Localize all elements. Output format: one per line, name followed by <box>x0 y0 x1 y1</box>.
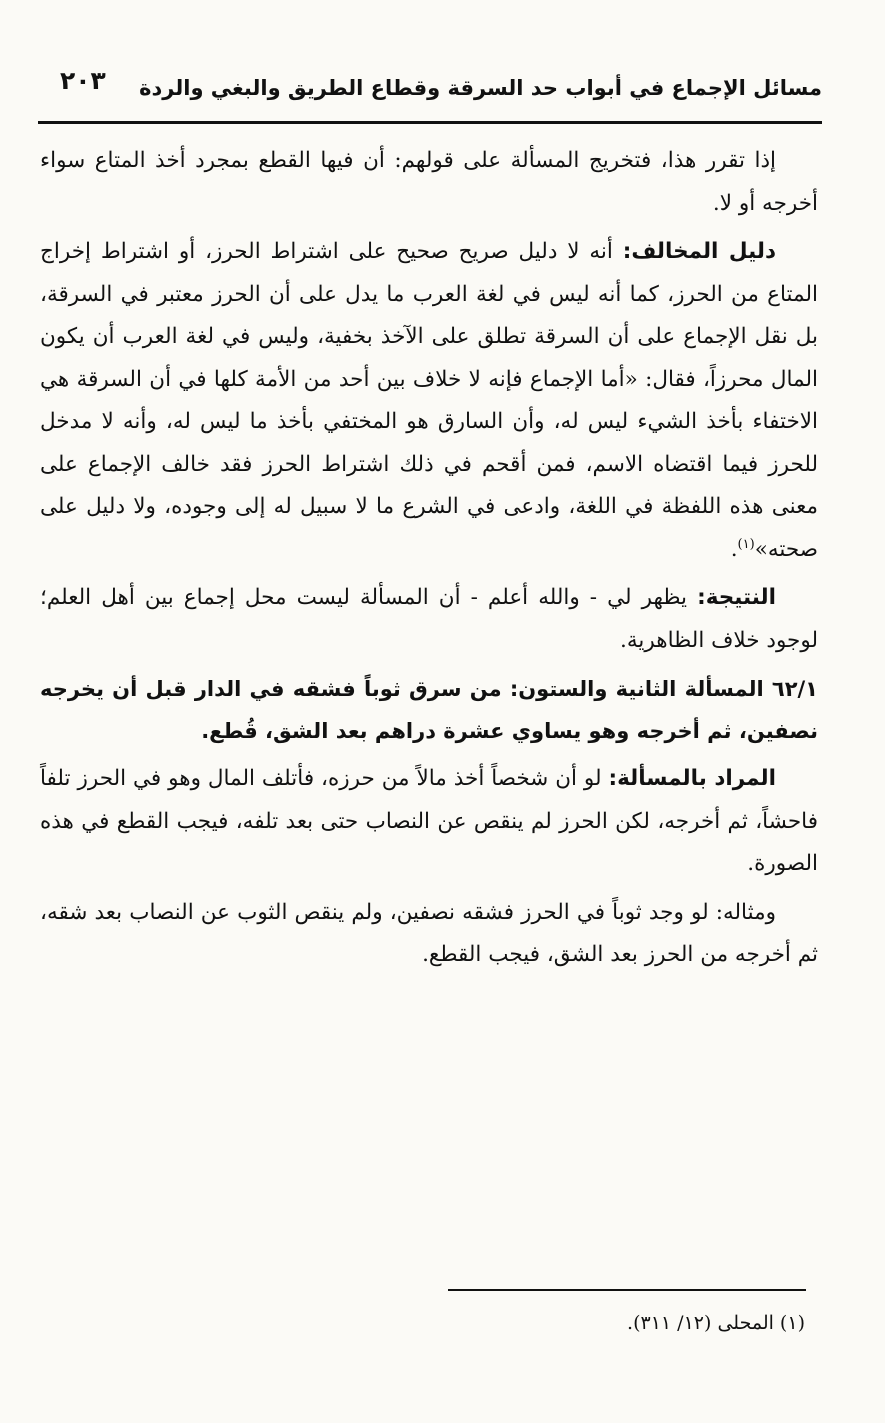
page-number: ٢٠٣ <box>60 66 106 95</box>
footnote: (١) المحلى (١٢/ ٣١١). <box>627 1312 805 1334</box>
paragraph-text: إذا تقرر هذا، فتخريج المسألة على قولهم: أن فيها القطع بمجرد أخذ المتاع سواء أخرجه أو لا. <box>40 148 818 216</box>
paragraph-text: ومثاله: لو وجد ثوباً في الحرز فشقه نصفين، ولم ينقص الثوب عن النصاب بعد شقه، ثم أخرجه من الحرز بعد الشق، فيجب القطع. <box>40 899 818 967</box>
footnote-rule <box>448 1289 806 1291</box>
paragraph-opponent-evidence: دليل المخالف: أنه لا دليل صريح صحيح على اشتراط الحرز، أو اشتراط إخراج المتاع من الحرز، كما أنه ليس في لغة العرب ما يدل على أن الحرز معتبر في السرقة، بل نقل الإجماع على أن السرقة تطلق على الآخذ بخفية، وليس في لغة العرب أن يكون المال محرزاً، فقال: «أما الإجماع فإنه لا خلاف بين أحد من الأمة كلها في أن السرقة هي الاختفاء بأخذ الشيء ليس له، وأن السارق هو المختفي بأخذ ما ليس له، وأنه لا مدخل للحرز فيما اقتضاه الاسم، فمن أقحم في ذلك اشتراط الحرز فقد خالف الإجماع على معنى هذه اللفظة في اللغة، وادعى في الشرع ما لا سبيل له إلى وجوده، ولا دليل على صحته»$^{(١)}$. <box>40 239 818 562</box>
paragraph-heading: المراد بالمسألة: <box>608 766 776 791</box>
header-rule <box>38 121 822 124</box>
issue-statement: ٦٢/١ المسألة الثانية والستون: من سرق ثوباً فشقه في الدار قبل أن يخرجه نصفين، ثم أخرجه وهو يساوي عشرة دراهم بعد الشق، قُطع. <box>40 677 818 743</box>
paragraph-result <box>40 577 818 662</box>
paragraph-heading: النتيجة: <box>697 585 776 610</box>
paragraph-text: يظهر لي - والله أعلم - أن المسألة ليست محل إجماع بين أهل العلم؛ لوجود خلاف الظاهرية. <box>40 585 818 653</box>
paragraph-example <box>40 892 818 977</box>
paragraph-meaning <box>40 758 818 886</box>
paragraph-text: أنه لا دليل صريح صحيح على اشتراط الحرز، أو اشتراط إخراج المتاع من الحرز، كما أنه ليس في لغة العرب ما يدل على أن الحرز معتبر في السرقة، بل نقل الإجماع على أن السرقة تطلق على الآخذ بخفية، وليس في لغة العرب أن يكون المال محرزاً، فقال: «أما الإجماع فإنه لا خلاف بين أحد من الأمة كلها في أن السرقة هي الاختفاء بأخذ الشيء ليس له، وأن السارق هو المختفي بأخذ ما ليس له، وأنه لا مدخل للحرز فيما اقتضاه الاسم، فمن أقحم في ذلك اشتراط الحرز فقد خالف الإجماع على معنى هذه اللفظة في اللغة، وادعى في الشرع ما لا سبيل له إلى وجوده، ولا دليل على صحته» <box>40 239 818 562</box>
paragraph-heading: دليل المخالف: <box>622 239 776 264</box>
paragraph-text: لو أن شخصاً أخذ مالاً من حرزه، فأتلف المال وهو في الحرز تلفاً فاحشاً، ثم أخرجه، لكن الحرز لم ينقص عن النصاب حتى بعد تلفه، فيجب القطع في هذه الصورة. <box>40 766 818 876</box>
footnote-reference: (١) <box>737 536 755 552</box>
page-header <box>40 62 822 120</box>
paragraph <box>40 140 818 225</box>
body-text <box>40 140 818 983</box>
running-title: مسائل الإجماع في أبواب حد السرقة وقطاع الطريق والبغي والردة <box>139 76 822 100</box>
